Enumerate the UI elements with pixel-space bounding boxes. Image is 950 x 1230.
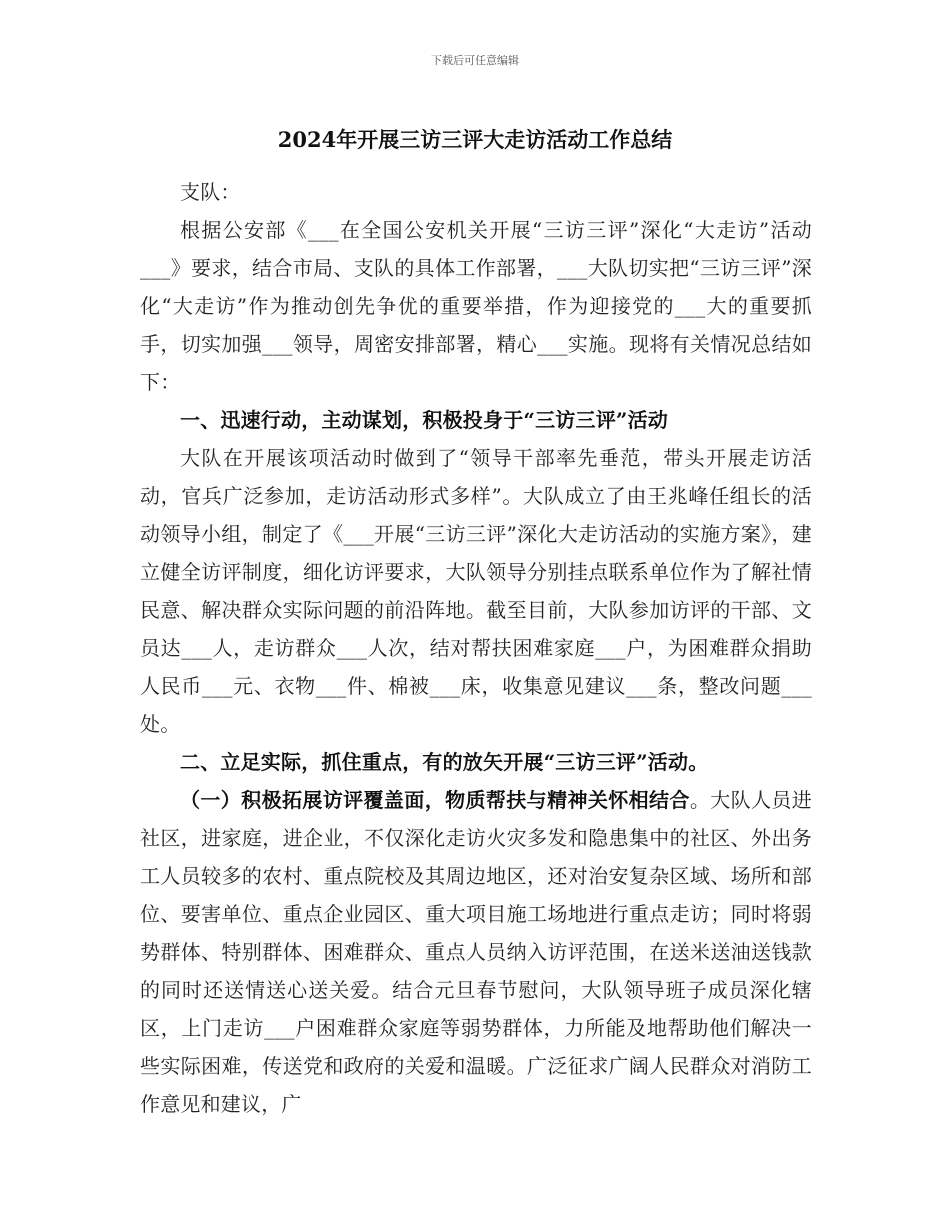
page-header-note: 下载后可任意编辑 [431, 54, 519, 67]
intro-paragraph: 根据公安部《___在全国公安机关开展“三访三评”深化“大走访”活动___》要求，结合市局、支队的具体工作部署，___大队切实把“三访三评”深化“大走访”作为推动创先争优的重要举措，作为迎接党的___大的重要抓手，切实加强___领导，周密安排部署，精心___实施。现将有关情况总结如下： [140, 218, 812, 394]
document-title: 2024年开展三访三评大走访活动工作总结 [277, 127, 673, 152]
section-1-heading: 一、迅速行动，主动谋划，积极投身于“三访三评”活动 [180, 408, 669, 432]
document-body [140, 173, 812, 1123]
subsection-1-heading: （一）积极拓展访评覆盖面，物质帮扶与精神关怀相结合 [180, 788, 690, 812]
subsection-1-text: 。大队人员进社区，进家庭，进企业，不仅深化走访火灾多发和隐患集中的社区、外出务工人员较多的农村、重点院校及其周边地区，还对治安复杂区域、场所和部位、要害单位、重点企业园区、重大项目施工场地进行重点走访；同时将弱势群体、特别群体、困难群众、重点人员纳入访评范围，在送米送油送钱款的同时还送情送心送关爱。结合元旦春节慰问，大队领导班子成员深化辖区，上门走访___户困难群众家庭等弱势群体，力所能及地帮助他们解决一些实际困难，传送党和政府的关爱和温暖。广泛征求广阔人民群众对消防工作意见和建议，广 [140, 788, 813, 1116]
salutation: 支队： [180, 180, 241, 204]
section-2-subsection-1 [140, 781, 812, 1123]
section-2-heading: 二、立足实际，抓住重点，有的放矢开展“三访三评”活动。 [180, 750, 709, 774]
section-1-paragraph: 大队在开展该项活动时做到了“领导干部率先垂范，带头开展走访活动，官兵广泛参加，走访活动形式多样”。大队成立了由王兆峰任组长的活动领导小组，制定了《___开展“三访三评”深化大走访活动的实施方案》，建立健全访评制度，细化访评要求，大队领导分别挂点联系单位作为了解社情民意、解决群众实际问题的前沿阵地。截至目前，大队参加访评的干部、文员达___人，走访群众___人次，结对帮扶困难家庭___户，为困难群众捐助人民币___元、衣物___件、棉被___床，收集意见建议___条，整改问题___处。 [140, 446, 812, 736]
